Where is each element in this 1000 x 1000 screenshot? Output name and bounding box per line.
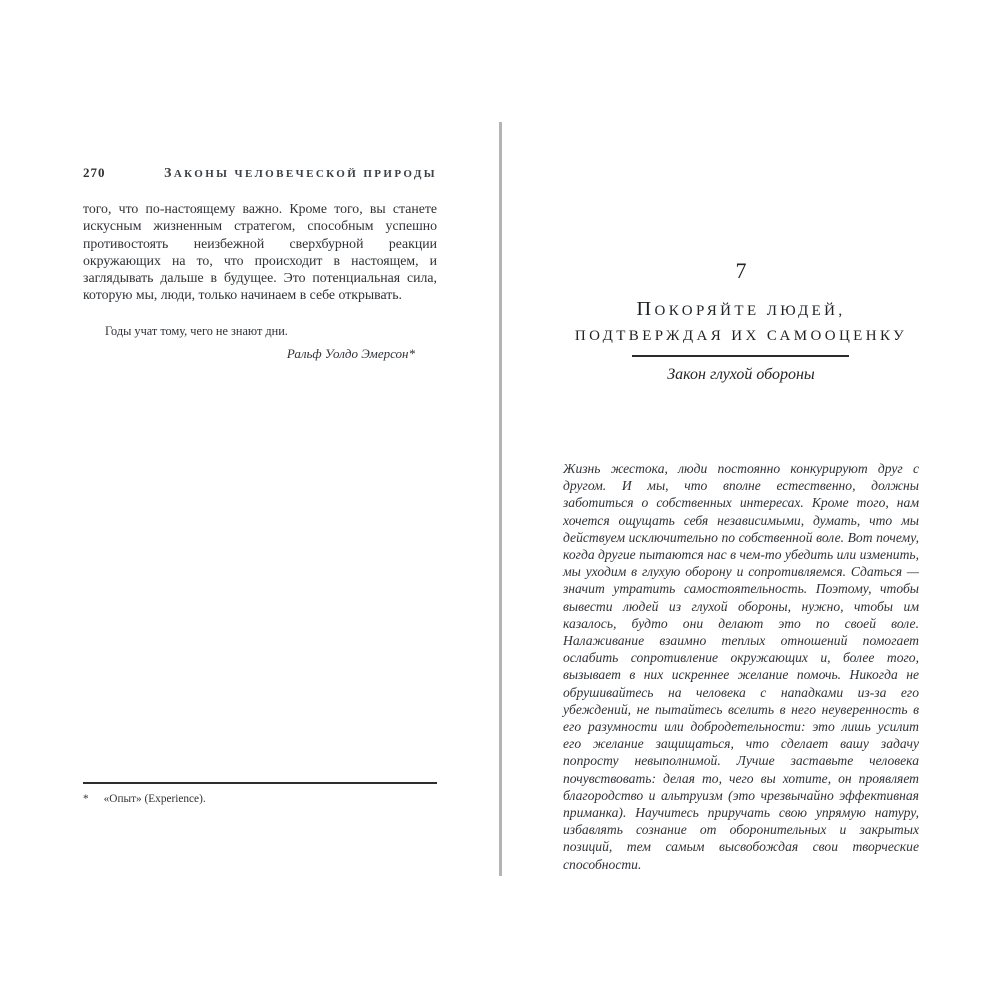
epigraph-quote: Годы учат тому, чего не знают дни. — [105, 324, 288, 338]
chapter-title-rule — [632, 355, 849, 357]
chapter-subtitle: Закон глухой обороны — [667, 366, 815, 383]
chapter-title — [563, 297, 919, 349]
footnote — [83, 793, 437, 805]
footnote-rule — [83, 782, 437, 784]
footnote-marker: * — [83, 793, 89, 805]
chapter-title-line-1: ПОКОРЯЙТЕ ЛЮДЕЙ, — [636, 298, 846, 320]
running-title: ЗАКОНЫ ЧЕЛОВЕЧЕСКОЙ ПРИРОДЫ — [164, 165, 437, 180]
page-gutter-divider — [499, 122, 502, 876]
left-body-paragraph: того, что по-настоящему важно. Кроме того, вы станете искусным жизненным стратегом, способным успешно противостоять неизбежной сверхбурной реакции окружающих на то, что происходит в настоящем, и заглядывать дальше в будущее. Это потенциальная сила, которую мы, люди, только начинаем в себе открывать. — [83, 201, 437, 303]
footnote-text: «Опыт» (Experience). — [103, 793, 206, 805]
epigraph-attribution: Ральф Уолдо Эмерсон* — [286, 346, 415, 361]
page-number: 270 — [83, 165, 106, 180]
chapter-title-line-2: ПОДТВЕРЖДАЯ ИХ САМООЦЕНКУ — [574, 328, 908, 344]
right-body-paragraph: Жизнь жестока, люди постоянно конкурируют друг с другом. И мы, что вполне естественно, должны заботиться о собственных интересах. Кроме того, нам хочется ощущать себя независимыми, думать, что мы действуем исключительно по собственной воле. Вот почему, когда другие пытаются нас в чем-то убедить или изменить, мы уходим в глухую оборону и сопротивляемся. Сдаться — значит утратить самостоятельность. Поэтому, чтобы вывести людей из глухой обороны, нужно, чтобы им казалось, будто они делают это по своей воле. Налаживание взаимно теплых отношений помогает ослабить сопротивление окружающих и, более того, вызывает в них искреннее желание помочь. Никогда не обрушивайтесь на человека с нападками из-за его убеждений, не пытайтесь вселить в него неуверенность в его разумности или добродетельности: это лишь усилит его желание защищаться, что сделает вашу задачу попросту невыполнимой. Лучше заставьте человека почувствовать: делая то, чего вы хотите, он проявляет благородство и альтруизм (это чрезвычайно эффективная приманка). Научитесь приручать свою упрямую натуру, избавлять сознание от оборонительных и закрытых позиций, тем самым высвобождая свои творческие способности. — [563, 461, 919, 872]
running-head — [83, 165, 437, 181]
chapter-number: 7 — [735, 258, 747, 283]
